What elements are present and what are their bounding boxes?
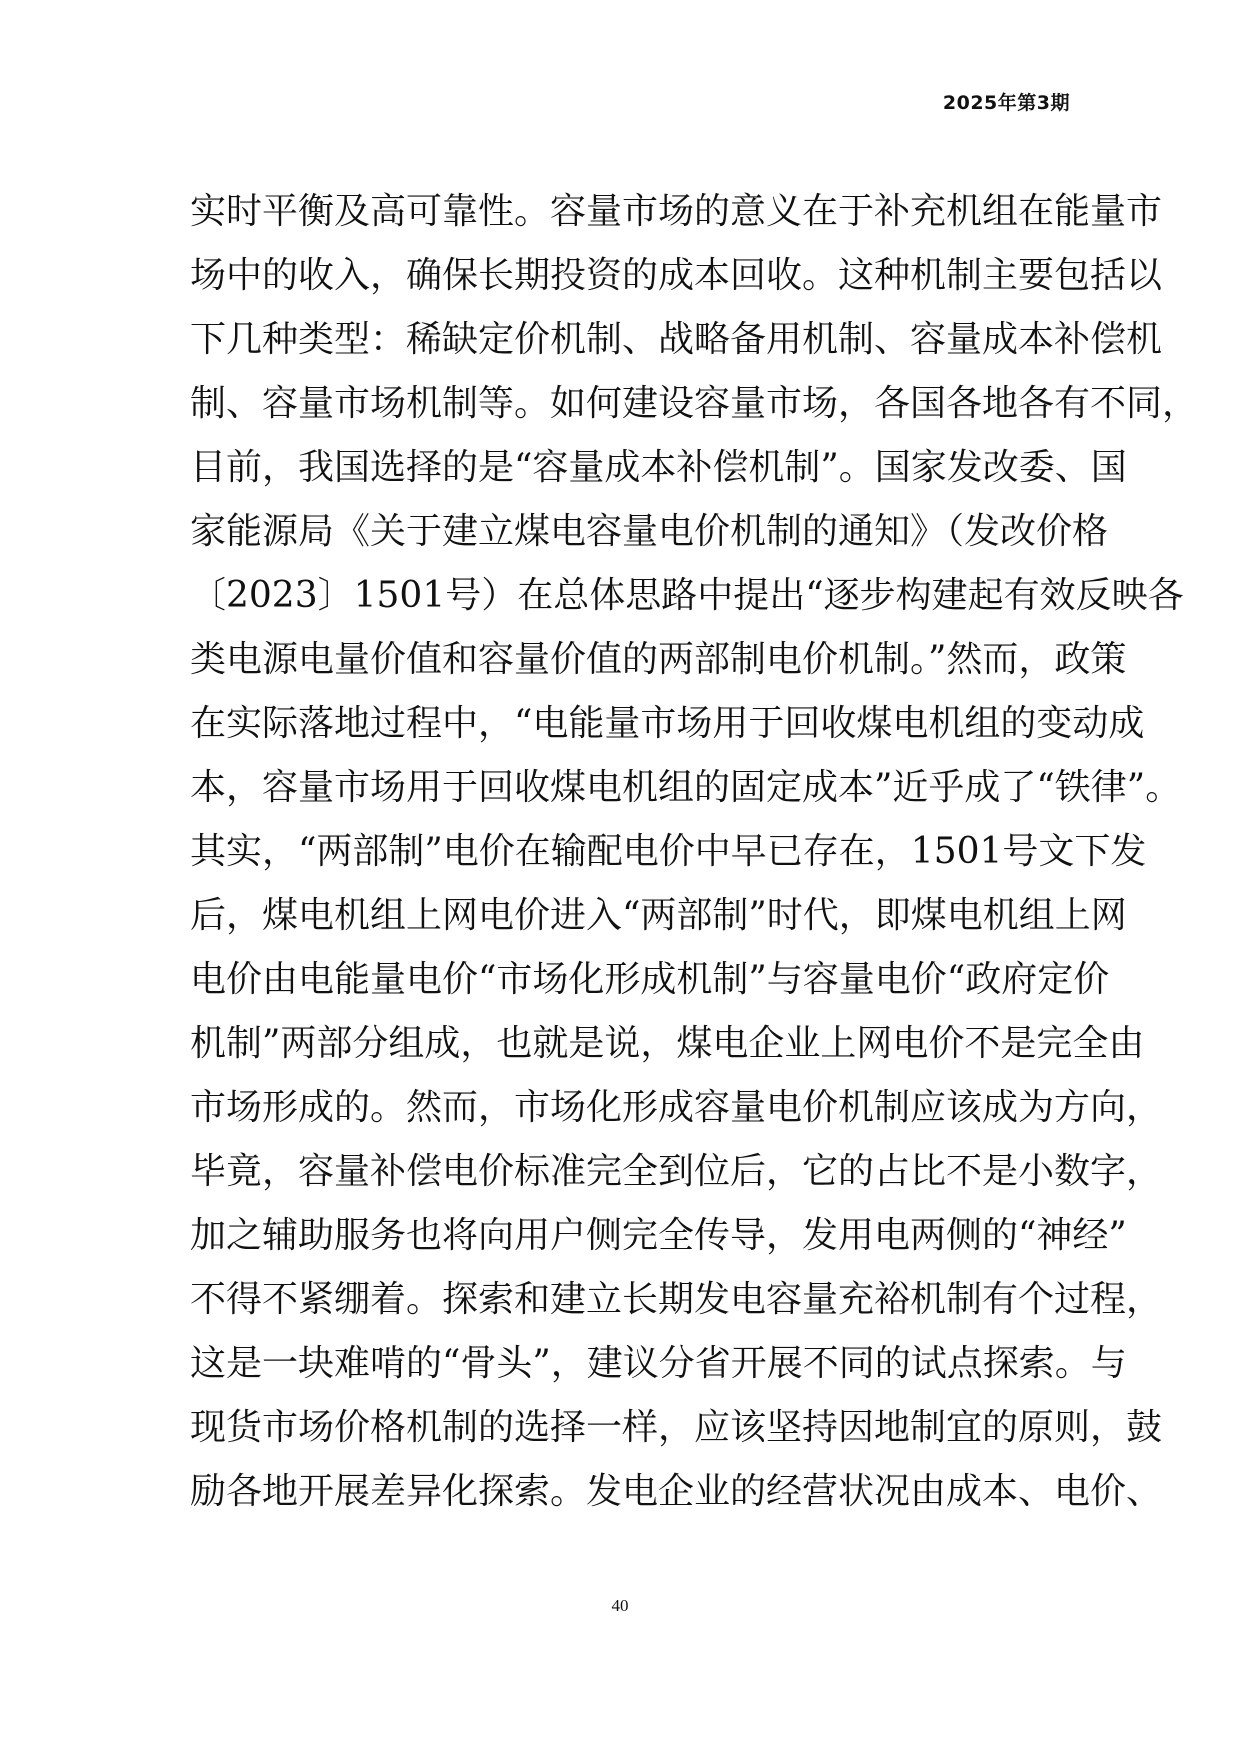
body-line: 场中的收入，确保长期投资的成本回收。这种机制主要包括以 (190, 255, 1163, 296)
body-line: 现货市场价格机制的选择一样，应该坚持因地制宜的原则，鼓 (190, 1407, 1163, 1448)
body-line: 类电源电量价值和容量价值的两部制电价机制。”然而，政策 (190, 639, 1127, 680)
body-line: 其实，“两部制”电价在输配电价中早已存在，1501号文下发 (190, 831, 1147, 872)
body-line: 励各地开展差异化探索。发电企业的经营状况由成本、电价、 (190, 1471, 1163, 1512)
body-line: 不得不紧绷着。探索和建立长期发电容量充裕机制有个过程， (190, 1279, 1163, 1320)
body-line: 下几种类型：稀缺定价机制、战略备用机制、容量成本补偿机 (190, 319, 1163, 360)
body-line: 毕竟，容量补偿电价标准完全到位后，它的占比不是小数字， (190, 1151, 1163, 1192)
body-line: 〔2023〕1501号）在总体思路中提出“逐步构建起有效反映各 (190, 575, 1184, 616)
body-line: 机制”两部分组成，也就是说，煤电企业上网电价不是完全由 (190, 1023, 1145, 1064)
body-line: 市场形成的。然而，市场化形成容量电价机制应该成为方向， (190, 1087, 1163, 1128)
body-line: 加之辅助服务也将向用户侧完全传导，发用电两侧的“神经” (190, 1215, 1127, 1256)
body-line: 实时平衡及高可靠性。容量市场的意义在于补充机组在能量市 (190, 191, 1163, 232)
issue-header: 2025年第3期 (942, 92, 1070, 114)
body-line: 在实际落地过程中，“电能量市场用于回收煤电机组的变动成 (190, 703, 1145, 744)
page-number: 40 (611, 1596, 629, 1615)
body-line: 目前，我国选择的是“容量成本补偿机制”。国家发改委、国 (190, 447, 1127, 488)
body-line: 电价由电能量电价“市场化形成机制”与容量电价“政府定价 (190, 959, 1110, 1000)
body-line: 本，容量市场用于回收煤电机组的固定成本”近乎成了“铁律”。 (190, 767, 1182, 808)
body-line: 家能源局《关于建立煤电容量电价机制的通知》（发改价格 (190, 511, 1109, 552)
article-body (190, 180, 1199, 1524)
body-line: 制、容量市场机制等。如何建设容量市场，各国各地各有不同， (190, 383, 1199, 424)
body-line: 这是一块难啃的“骨头”，建议分省开展不同的试点探索。与 (190, 1343, 1127, 1384)
body-line: 后，煤电机组上网电价进入“两部制”时代，即煤电机组上网 (190, 895, 1127, 936)
